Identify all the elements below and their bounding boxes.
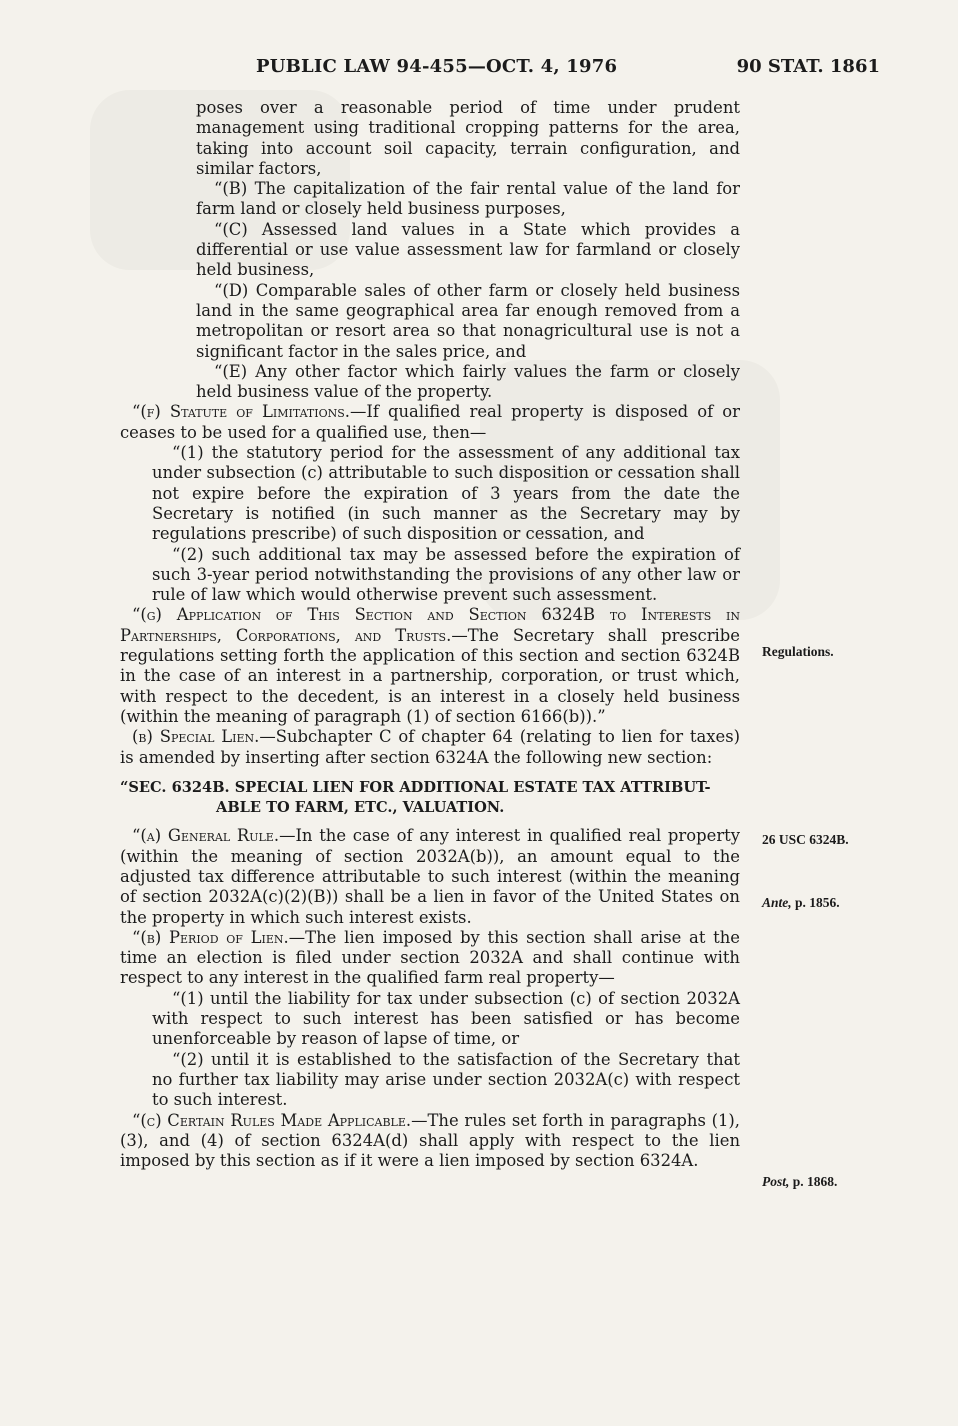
margin-note-regulations: Regulations.: [762, 644, 834, 659]
subsection-b: [120, 727, 740, 768]
subsection-text: —The lien imposed by this section shall arise at the time an election is filed under section 2032A and shall continue with respect to any interest in the qualified farm real property—: [120, 927, 741, 988]
subsection-heading: “(b) Period of Lien.: [132, 927, 289, 947]
margin-note-text: p. 1868.: [789, 1174, 838, 1189]
subsection-text: —The rules set forth in paragraphs (1), (3), and (4) of section 6324A(d) shall apply with respect to the lien imposed by this section as if it were a lien imposed by section 6324A.: [120, 1110, 740, 1171]
subsection-c: [120, 1111, 740, 1172]
subsection-heading: “(a) General Rule.: [132, 826, 280, 846]
subsection-text: —If qualified real property is disposed of or ceases to be used for a qualified use, then—: [120, 402, 740, 442]
text-paragraph: poses over a reasonable period of time under prudent management using traditional cropping patterns for the area, taking into account soil capacity, terrain configuration, and similar factors,: [196, 98, 740, 178]
subsection-period-of-lien: [120, 928, 740, 989]
subsection-heading: “(c) Certain Rules Made Applicable.: [132, 1110, 412, 1130]
margin-note-post: [762, 1174, 837, 1190]
subsection-heading: “(f) Statute of Limitations.: [132, 402, 350, 422]
subsection-text: —In the case of any interest in qualified real property (within the meaning of section 2032A(b)), an amount equal to the adjusted tax difference attributable to such interest (within the meaning of section 2032A(c)(2)(B)) shall be a lien in favor of the United States on the property in which such interest exists.: [120, 826, 740, 927]
text-paragraph: “(E) Any other factor which fairly values the farm or closely held business value of the property.: [196, 361, 740, 402]
section-heading-line: “SEC. 6324B. SPECIAL LIEN FOR ADDITIONAL ESTATE TAX ATTRIBUT-: [120, 778, 711, 796]
text-paragraph: “(2) until it is established to the satisfaction of the Secretary that no further tax liability may arise under section 2032A(c) with respect to such interest.: [152, 1049, 740, 1110]
subsection-text: —Subchapter C of chapter 64 (relating to lien for taxes) is amended by inserting after section 6324A the following new section:: [120, 727, 741, 767]
text-paragraph: “(B) The capitalization of the fair rental value of the land for farm land or closely held business purposes,: [196, 179, 740, 219]
margin-note-italic: Post,: [762, 1174, 790, 1189]
text-paragraph: “(1) the statutory period for the assessment of any additional tax under subsection (c) attributable to such disposition or cessation shall not expire before the expiration of 3 years from the date the Secretary is notified (in such manner as the Secretary may by regulations prescribe) of such disposition or cessation, and: [152, 443, 740, 544]
section-heading-line: ABLE TO FARM, ETC., VALUATION.: [216, 799, 505, 817]
text-paragraph: “(1) until the liability for tax under subsection (c) of section 2032A with respect to such interest has been satisfied or has become unenforceable by reason of lapse of time, or: [152, 988, 740, 1049]
page-header: [120, 56, 880, 86]
text-paragraph: “(C) Assessed land values in a State which provides a differential or use value assessment law for farmland or closely held business,: [196, 219, 740, 280]
subsection-a: [120, 826, 740, 927]
subsection-f: [120, 402, 740, 443]
margin-note-ante: [762, 895, 840, 911]
text-paragraph: “(2) such additional tax may be assessed before the expiration of such 3-year period notwithstanding the provisions of any other law or rule of law which would otherwise prevent such assessment.: [152, 544, 740, 605]
margin-note-italic: Ante,: [762, 895, 792, 910]
page-title: PUBLIC LAW 94-455—OCT. 4, 1976: [256, 56, 618, 77]
statute-page-number: 90 STAT. 1861: [736, 56, 880, 77]
margin-note-usc: 26 USC 6324B.: [762, 832, 849, 847]
subsection-text: —The Secretary shall prescribe regulations setting forth the application of this section and section 6324B in the case of an interest in a partnership, corporation, or trust which, with respect to the decedent, is an interest in a closely held business (within the meaning of paragraph (1) of section 6166(b)).”: [120, 625, 740, 726]
margin-note-text: p. 1856.: [791, 895, 840, 910]
section-heading: [120, 778, 740, 819]
subsection-heading: (b) Special Lien.: [132, 727, 260, 747]
text-paragraph: “(D) Comparable sales of other farm or closely held business land in the same geographical area far enough removed from a metropolitan or resort area so that nonagricultural use is not a significant factor in the sales price, and: [196, 280, 740, 361]
document-body: [120, 98, 740, 1171]
subsection-heading: “(g) Application of This Section and Section 6324B to Interests in Partnerships, Corporations, and Trusts.: [120, 605, 740, 645]
subsection-g: [120, 605, 740, 727]
